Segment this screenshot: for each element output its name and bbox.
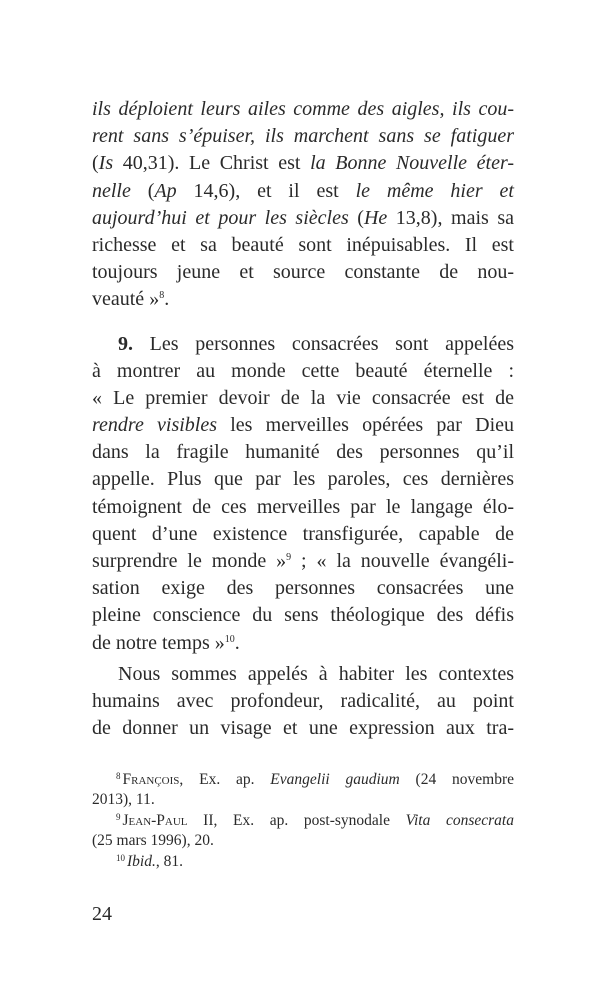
text-line: de donner un visage et une expression aux tra- — [92, 717, 514, 740]
paragraph-next — [92, 661, 514, 743]
text-line: témoignent de ces merveilles par le langage élo- — [92, 495, 514, 518]
text-line: dans la fragile humanité des personnes qu’il — [92, 441, 514, 464]
text-line: richesse et sa beauté sont inépuisables. Il est — [92, 233, 514, 256]
text-line: « Le premier devoir de la vie consacrée est de — [92, 386, 514, 409]
main-text — [92, 96, 514, 742]
footnote-10: $^{10}$ Ibid., 81. — [116, 852, 183, 870]
footnote-ref-10[interactable]: 10 — [224, 633, 235, 645]
text-line: à montrer au monde cette beauté éternelle : — [92, 359, 514, 382]
paragraph-9: 9. Les personnes consacrées sont appelées à montrer au monde cette beauté éternelle : « Le premier devoir de la vie consacrée est de rendre visibles les merveilles opérées par Dieu dans la fragile humanité des personnes qu’il appelle. Plus que par les paroles, ces dernières témoignent de ces merveilles par le langage élo- quent d’une existence transfigurée, capable de surprendre le monde »$^9$ ; « la nouvelle évangéli- sation exige des personnes consacrées une pleine conscience du sens théologique des défis de notre temps »$^{10}$. — [92, 332, 515, 654]
footnotes — [92, 770, 514, 872]
paragraph-continuation: ils déploient leurs ailes comme des aigles, ils cou- rent sans s’épuiser, ils marchent sans se fatiguer (Is 40,31). Le Christ est la Bonne Nouvelle éter- nelle (Ap 14,6), et il est le même hier et aujourd’hui et pour les siècles (He 13,8), mais sa richesse et sa beauté sont inépuisables. Il est toujours jeune et source constante de nou- veauté »$^8$. — [92, 98, 514, 311]
text-line: Nous sommes appelés à habiter les contextes — [118, 662, 514, 685]
footnote-ref-8[interactable]: 8 — [159, 290, 165, 302]
text-line: ils déploient leurs ailes comme des aigles, ils cou- — [92, 98, 514, 120]
text-line: pleine conscience du sens théologique des défis — [92, 604, 514, 627]
text-line: sation exige des personnes consacrées une — [92, 577, 514, 600]
text-line: rent sans s’épuiser, ils marchent sans se fatiguer — [92, 125, 514, 148]
paragraph-number: 9. — [118, 332, 133, 355]
text-line: appelle. Plus que par les paroles, ces dernières — [92, 468, 514, 491]
text-line: quent d’une existence transfigurée, capable de — [92, 522, 514, 545]
footnote-9: $^9$ Jean-Paul II, Ex. ap. post-synodale Vita consecrata (25 mars 1996), 20. — [92, 811, 514, 850]
footnote-8: $^8$ François, Ex. ap. Evangelii gaudium (24 novembre 2013), 11. — [92, 771, 514, 809]
page-number: 24 — [92, 903, 112, 925]
text-line: toujours jeune et source constante de nou- — [92, 261, 514, 284]
text-line: humains avec profondeur, radicalité, au point — [92, 689, 514, 712]
footnote-ref-9[interactable]: 9 — [286, 552, 292, 563]
